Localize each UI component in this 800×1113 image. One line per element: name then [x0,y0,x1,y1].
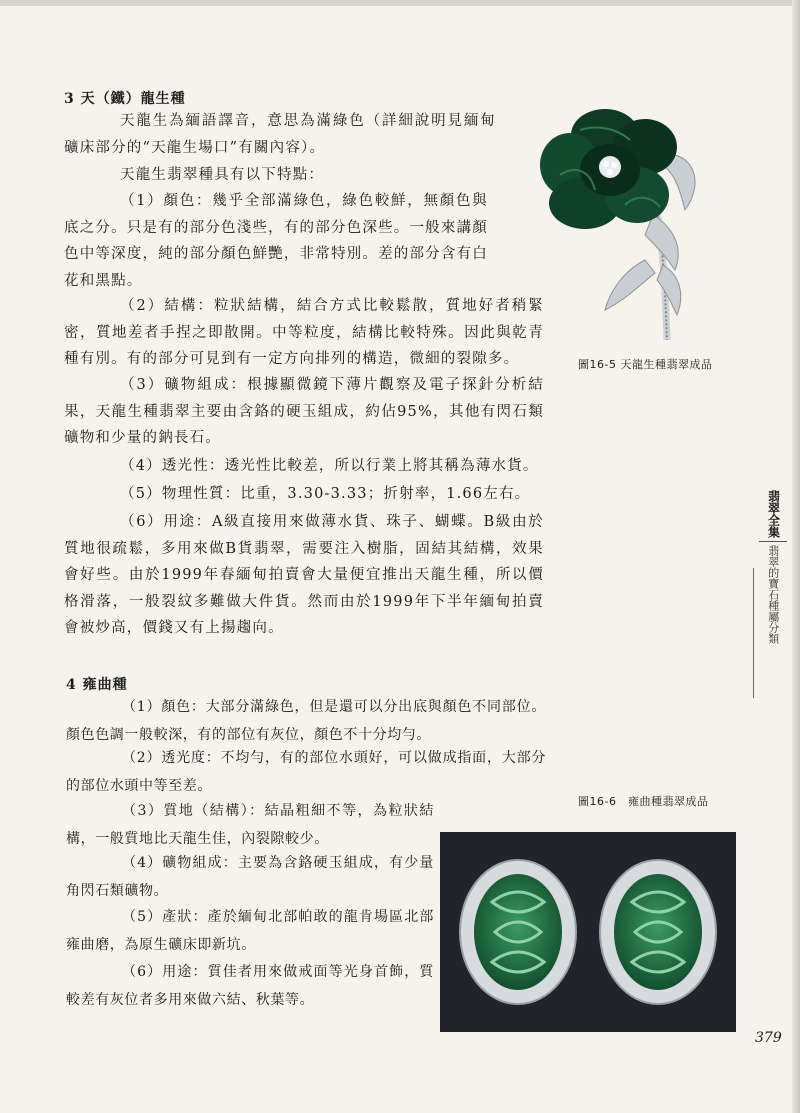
figure-16-6-caption: 圖16-6 雍曲種翡翠成品 [578,795,709,808]
section4-item-5: （5）產狀：產於緬甸北部帕敢的龍肯場區北部雍曲磨，為原生礦床即新坑。 [66,909,434,953]
section3-item-1: （1）顏色：幾乎全部滿綠色，綠色較鮮，無顏色與底之分。只是有的部分色淺些，有的部分色深些。一般來講顏色中等深度，純的部分顏色鮮艷，非常特別。差的部分含有白花和黑點。 [64,193,488,289]
page-number: 379 [755,1030,782,1046]
section4-item-6: （6）用途：質佳者用來做戒面等光身首飾，質較差有灰位者多用來做六結、秋葉等。 [66,964,434,1008]
section4-title: 4 雍曲種 [66,677,128,693]
section4-item-2: （2）透光度：不均勻，有的部位水頭好，可以做成指面，大部分的部位水頭中等至差。 [66,750,546,794]
section3-item-3: （3）礦物組成：根據顯微鏡下薄片觀察及電子探針分析結果，天龍生種翡翠主要由含鉻的硬玉組成，約佔95%，其他有閃石類礦物和少量的鈉長石。 [64,377,544,446]
sidebar-chapter: 翡翠的寶石種屬分類 [766,545,780,644]
section3-item-5: （5）物理性質：比重，3.30-3.33；折射率，1.66左右。 [120,486,531,502]
sidebar-vertical-rule [753,568,754,698]
sidebar-running-head [755,490,791,644]
section3-intro: 天龍生為緬語譯音，意思為滿綠色（詳細說明見緬甸礦床部分的“天龍生場口”有關內容）。 [64,113,496,156]
section4-item-3: （3）質地（結構）：結晶粗細不等，為粒狀結構，一般質地比天龍生佳，內裂隙較少。 [66,803,434,847]
section3-item-4: （4）透光性：透光性比較差，所以行業上將其稱為薄水貨。 [120,458,539,474]
section4-item-1: （1）顏色：大部分滿綠色，但是還可以分出底與顏色不同部位。顏色色調一般較深，有的部位有灰位，顏色不十分均勻。 [66,699,546,743]
jade-earrings-photo [440,832,736,1032]
section3-item-2: （2）結構：粒狀結構，結合方式比較鬆散，質地好者稍緊密，質地差者手捏之即散開。中等粒度，結構比較特殊。因此與乾青種有別。有的部分可見到有一定方向排列的構造，微細的裂隙多。 [64,298,544,367]
sidebar-divider [759,541,787,542]
section4-item-4: （4）礦物組成：主要為含鉻硬玉組成，有少量角閃石類礦物。 [66,855,434,899]
figure-16-5-caption: 圖16-5 天龍生種翡翠成品 [578,358,713,371]
page-fold-shadow [792,0,800,1113]
sidebar-book-title: 翡翠全集 [766,490,781,538]
jade-flower-brooch-photo [535,95,710,350]
page-top-edge [0,0,800,6]
section3-lead: 天龍生翡翠種具有以下特點： [120,167,325,183]
section3-title: 3 天（鐵）龍生種 [64,91,186,107]
section3-item-6: （6）用途：A級直接用來做薄水貨、珠子、蝴蝶。B級由於質地很疏鬆，多用來做B貨翡翠，需要注入樹脂，固結其結構，效果會好些。由於1999年春緬甸拍賣會大量便宜推出天龍生種，所以價格滑落，一般裂紋多難做大件貨。然而由於1999年下半年緬甸拍賣會被炒高，價錢又有上揚趨向。 [64,514,544,636]
